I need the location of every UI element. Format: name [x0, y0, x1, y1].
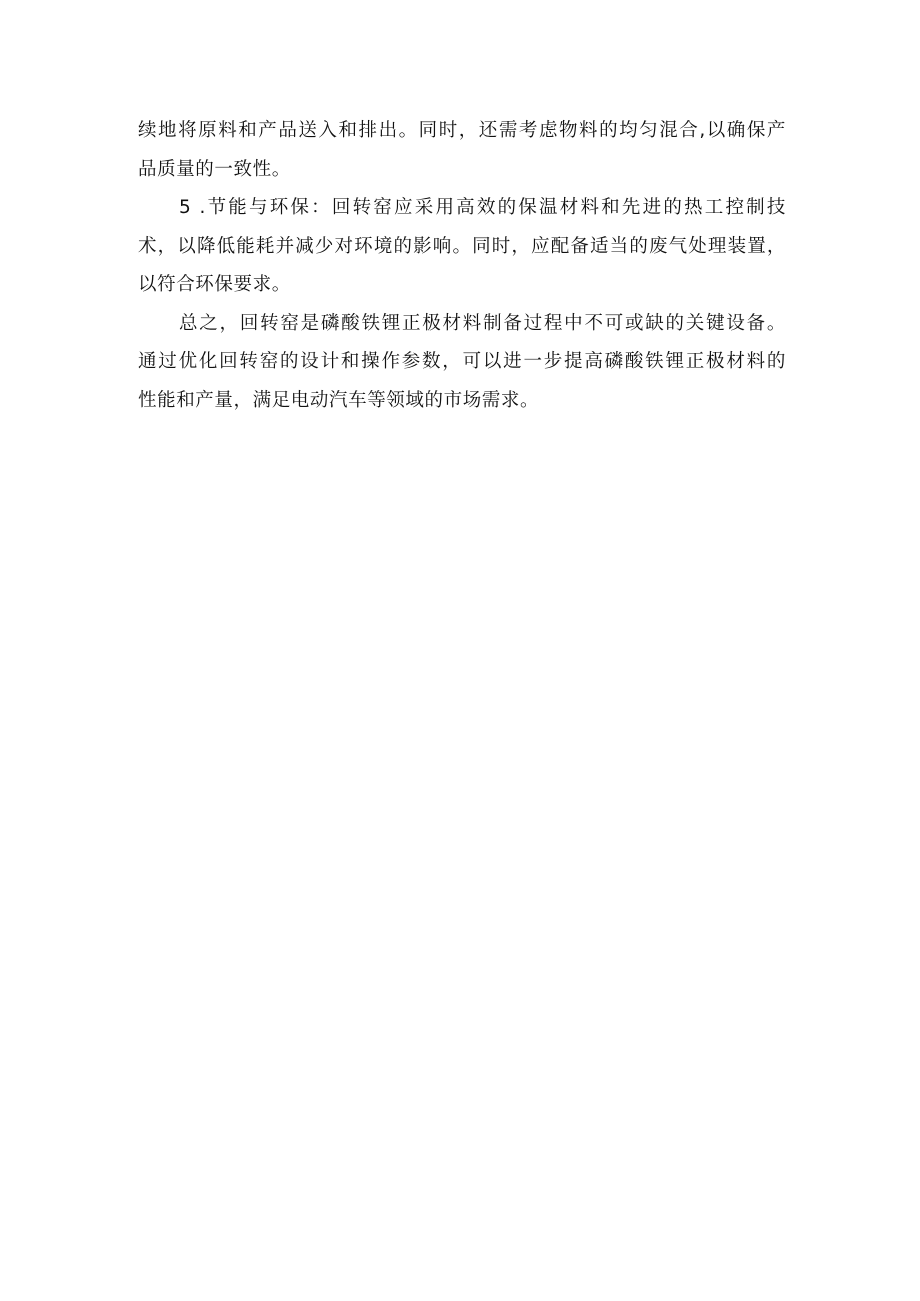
text-line: 续地将原料和产品送入和排出。同时，还需考虑物料的均匀混合,以确保产 [138, 120, 786, 141]
text-line: 5 .节能与环保：回转窑应采用高效的保温材料和先进的热工控制技 [179, 197, 786, 218]
text-line: 术，以降低能耗并减少对环境的影响。同时，应配备适当的废气处理装置， [138, 235, 786, 257]
text-line: 以符合环保要求。 [138, 274, 291, 295]
text-line: 总之，回转窑是磷酸铁锂正极材料制备过程中不可或缺的关键设备。 [179, 312, 786, 334]
text-line: 品质量的一致性。 [138, 158, 291, 180]
paragraph-energy-saving [138, 189, 786, 305]
document-body [138, 112, 786, 420]
paragraph-conclusion [138, 305, 786, 421]
paragraph-material-handling [138, 112, 786, 189]
text-line: 性能和产量，满足电动汽车等领域的市场需求。 [138, 389, 540, 411]
text-line: 通过优化回转窑的设计和操作参数，可以进一步提高磷酸铁锂正极材料的 [138, 351, 786, 372]
